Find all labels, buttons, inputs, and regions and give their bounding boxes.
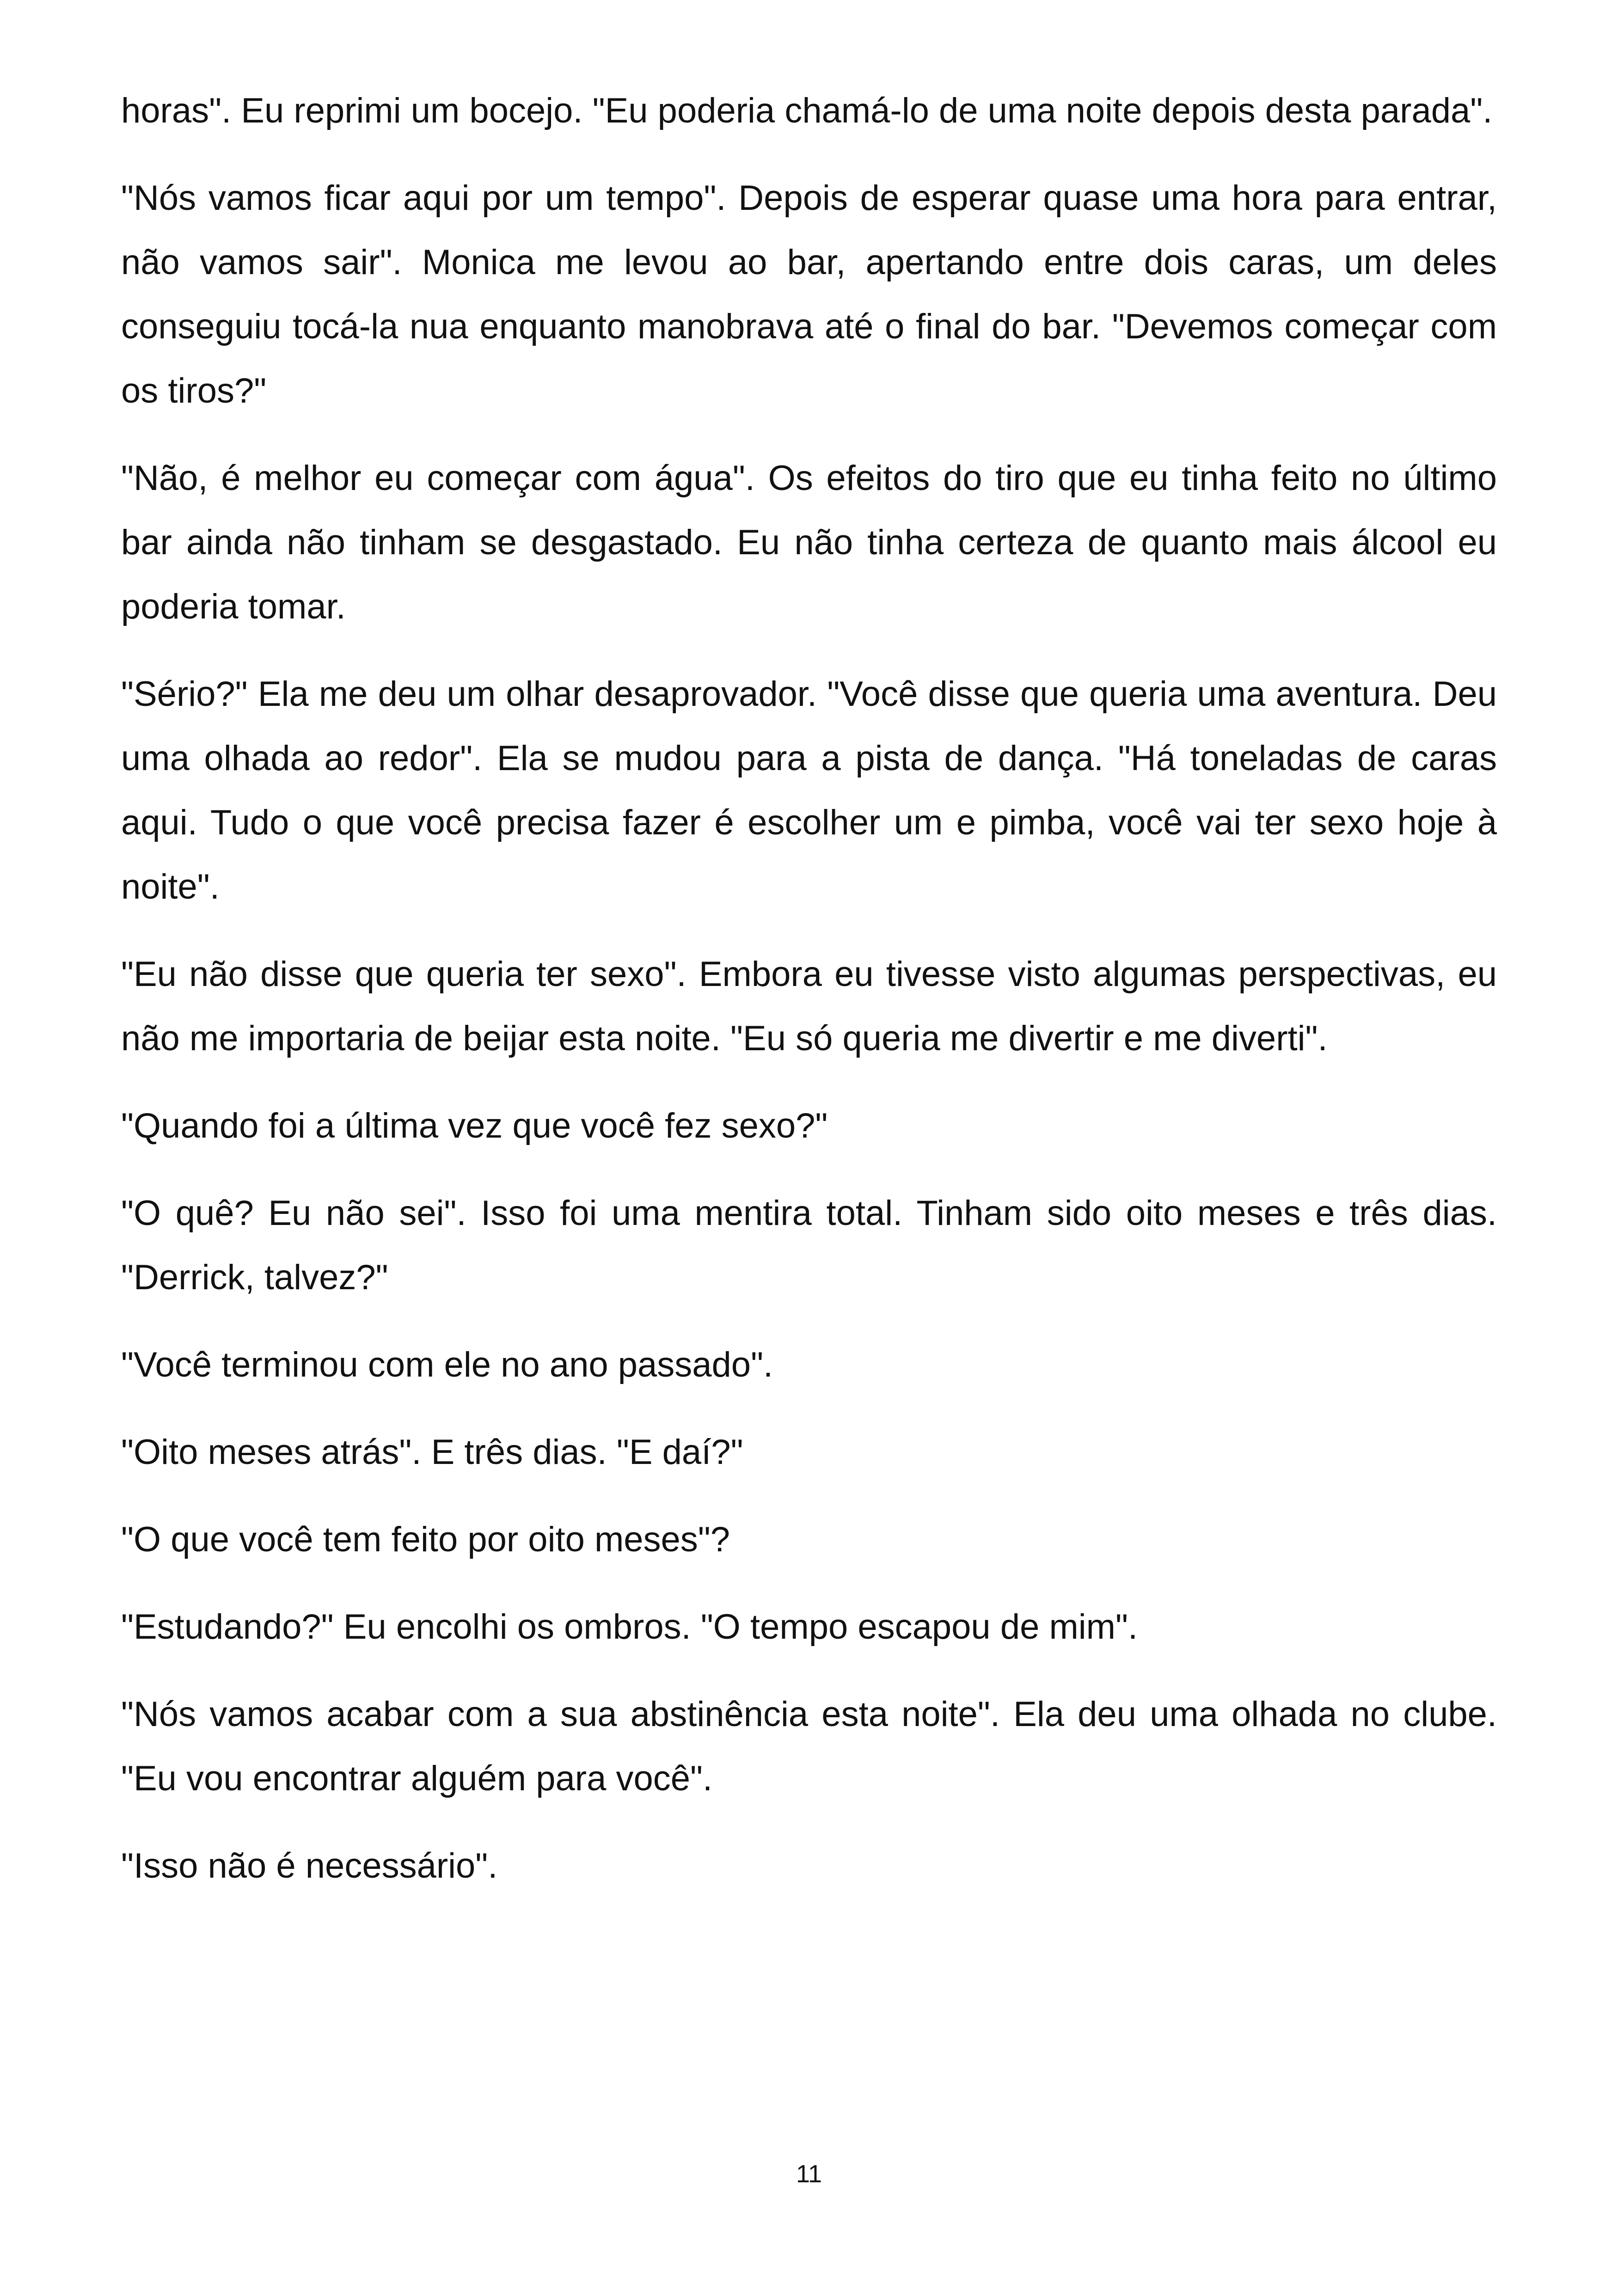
paragraph: "O que você tem feito por oito meses"? [121, 1520, 730, 1559]
paragraph: "O quê? Eu não sei". Isso foi uma mentira total. Tinham sido oito meses e três dias. "Derrick, talvez?" [121, 1194, 1497, 1297]
paragraph: "Eu não disse que queria ter sexo". Embora eu tivesse visto algumas perspectivas, eu não me importaria de beijar esta noite. "Eu só queria me divertir e me diverti". [121, 955, 1497, 1058]
paragraph: "Sério?" Ela me deu um olhar desaprovador. "Você disse que queria uma aventura. Deu uma olhada ao redor". Ela se mudou para a pista de dança. "Há toneladas de caras aqui. Tudo o que você precisa fazer é escolher um e pimba, você vai ter sexo hoje à noite". [121, 674, 1497, 906]
paragraph: "Você terminou com ele no ano passado". [121, 1345, 773, 1384]
document-body [121, 79, 1497, 1921]
paragraph: "Quando foi a última vez que você fez sexo?" [121, 1106, 828, 1145]
paragraph: horas". Eu reprimi um bocejo. "Eu poderia chamá-lo de uma noite depois desta parada". [121, 91, 1493, 130]
paragraph: "Nós vamos acabar com a sua abstinência esta noite". Ela deu uma olhada no clube. "Eu vou encontrar alguém para você". [121, 1695, 1497, 1798]
page-number: 11 [796, 2160, 822, 2188]
paragraph: "Isso não é necessário". [121, 1846, 498, 1886]
paragraph: "Oito meses atrás". E três dias. "E daí?" [121, 1433, 743, 1472]
paragraph: "Nós vamos ficar aqui por um tempo". Depois de esperar quase uma hora para entrar, não vamos sair". Monica me levou ao bar, apertando entre dois caras, um deles conseguiu tocá-la nua enquanto manobrava até o final do bar. "Devemos começar com os tiros?" [121, 178, 1497, 410]
paragraph: "Estudando?" Eu encolhi os ombros. "O tempo escapou de mim". [121, 1607, 1138, 1647]
paragraph: "Não, é melhor eu começar com água". Os efeitos do tiro que eu tinha feito no último bar ainda não tinham se desgastado. Eu não tinha certeza de quanto mais álcool eu poderia tomar. [121, 459, 1497, 626]
